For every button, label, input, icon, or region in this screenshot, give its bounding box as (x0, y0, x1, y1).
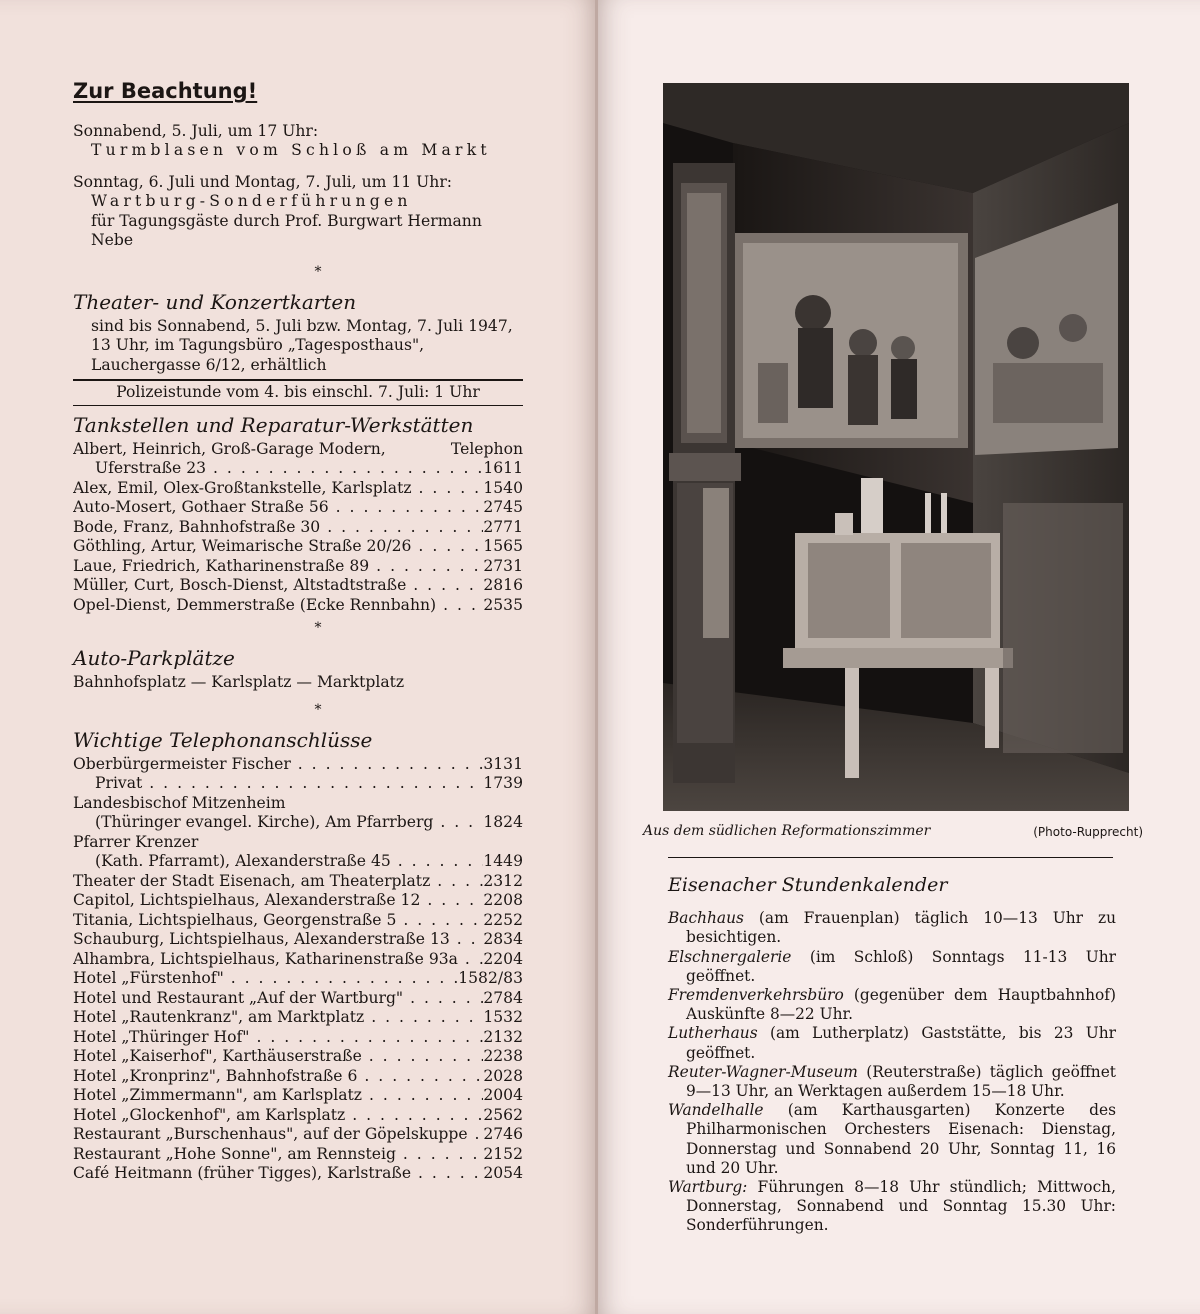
row-phone: 1739 (483, 774, 523, 792)
row-phone: 2745 (483, 498, 523, 516)
row-name: Bode, Franz, Bahnhofstraße 30 . . . (73, 518, 483, 538)
table-row (73, 1145, 523, 1165)
row-phone: 2562 (483, 1105, 523, 1124)
kalender-entry (668, 1178, 1116, 1236)
row-name: Schauburg, Lichtspielhaus, Alexanderstraße 13 . . . (73, 930, 483, 950)
stundenkalender-list (668, 909, 1116, 1235)
table-row (73, 1164, 523, 1184)
row-name: Opel-Dienst, Demmerstraße (Ecke Rennbahn) . . . (73, 596, 483, 616)
entry-text: (gegenüber dem Hauptbahnhof) Auskünfte 8—22 Uhr. (686, 986, 1116, 1024)
divider (73, 405, 523, 406)
row-phone: 2054 (483, 1164, 523, 1182)
table-row (73, 557, 523, 577)
entry-text: (am Karthausgarten) Konzerte des Philharmonischen Orchesters Eisenach: Dienstag, Donnerstag und Sonnabend 20 Uhr, Sonntag 11, 16 und 20 Uhr. (686, 1101, 1116, 1177)
column-header-telephon: Telephon (450, 439, 523, 458)
row-phone: 2004 (483, 1086, 523, 1104)
row-phone: 2312 (483, 871, 523, 890)
row-phone: 2132 (483, 1027, 523, 1046)
event-title: Turmblasen vom Schloß am Markt (91, 141, 491, 159)
theater-text: sind bis Sonnabend, 5. Juli bzw. Montag, 7. Juli 1947, 13 Uhr, im Tagungsbüro „Tagesposthaus", Lauchergasse 6/12, erhältlich (91, 316, 513, 374)
table-row (73, 498, 523, 518)
table-row (73, 755, 523, 775)
table-row (73, 440, 523, 460)
event-note: für Tagungsgäste durch Prof. Burgwart Hermann Nebe (91, 211, 482, 249)
polizeistunde: Polizeistunde vom 4. bis einschl. 7. Juli: 1 Uhr (116, 383, 480, 401)
table-row (73, 969, 523, 989)
entry-text: (im Schloß) Sonntags 11-13 Uhr geöffnet. (686, 947, 1116, 985)
entry-key: Reuter-Wagner-Museum (668, 1062, 858, 1081)
row-name: Restaurant „Burschenhaus", auf der Göpelskuppe . . . (73, 1125, 483, 1145)
row-name: Alhambra, Lichtspielhaus, Katharinenstraße 93a . . . (73, 950, 483, 970)
left-column (73, 79, 523, 1184)
photo-credit: (Photo-Rupprecht) (1033, 825, 1143, 839)
table-row (73, 1086, 523, 1106)
table-row (73, 930, 523, 950)
telephon-table (73, 755, 523, 1184)
row-phone: 1540 (483, 478, 523, 497)
separator-star: * (314, 620, 322, 636)
kalender-entry (668, 948, 1116, 986)
row-name: Café Heitmann (früher Tigges), Karlstraße . . . (73, 1164, 483, 1184)
row-phone: 2152 (483, 1144, 523, 1163)
entry-text: (Reuterstraße) täglich geöffnet 9—13 Uhr, an Werktagen außerdem 15—18 Uhr. (686, 1062, 1116, 1101)
event-wartburg (73, 173, 523, 251)
row-phone: 2746 (483, 1125, 523, 1143)
row-name: Hotel „Kronprinz", Bahnhofstraße 6 . . . (73, 1067, 483, 1087)
entry-key: Bachhaus (668, 909, 744, 928)
parkplaetze-text: Bahnhofsplatz — Karlsplatz — Marktplatz (73, 673, 405, 691)
caption-text: Aus dem südlichen Reformationszimmer (643, 823, 931, 839)
table-row (73, 1008, 523, 1028)
table-row (73, 596, 523, 616)
row-name: Albert, Heinrich, Groß-Garage Modern, (73, 439, 386, 458)
table-row (73, 518, 523, 538)
row-name: Hotel und Restaurant „Auf der Wartburg" . . . (73, 989, 483, 1009)
table-row (73, 1067, 523, 1087)
table-row (73, 479, 523, 499)
event-title: Wartburg-Sonderführungen (91, 192, 412, 210)
row-name: Müller, Curt, Bosch-Dienst, Altstadtstraße . . . (73, 576, 483, 596)
table-row (73, 950, 523, 970)
row-phone: 2204 (483, 949, 523, 968)
row-phone: 2731 (483, 556, 523, 575)
table-row (73, 794, 523, 814)
reformationszimmer-photo (663, 83, 1129, 811)
table-row (73, 989, 523, 1009)
row-name: Oberbürgermeister Fischer . . . (73, 755, 483, 775)
table-row (73, 833, 523, 853)
row-phone: 2771 (483, 517, 523, 536)
event-turmblasen (73, 122, 523, 161)
row-name: Restaurant „Hohe Sonne", am Rennsteig . . . (73, 1145, 483, 1165)
table-row (73, 852, 523, 872)
event-date: Sonnabend, 5. Juli, um 17 Uhr: (73, 121, 319, 140)
kalender-entry (668, 909, 1116, 947)
table-row (73, 1028, 523, 1048)
row-name: Privat . . . (95, 774, 483, 794)
row-phone: 1611 (483, 459, 523, 477)
separator-star: * (314, 263, 322, 280)
entry-text: (am Frauenplan) täglich 10—13 Uhr zu besichtigen. (686, 909, 1116, 947)
table-row (73, 813, 523, 833)
row-name: Uferstraße 23 . . . (95, 459, 483, 479)
table-row (73, 872, 523, 892)
table-row (73, 537, 523, 557)
entry-key: Wandelhalle (668, 1101, 764, 1120)
row-name: Alex, Emil, Olex-Großtankstelle, Karlsplatz . . . (73, 479, 483, 499)
row-phone: 2784 (483, 988, 523, 1007)
entry-key: Fremdenverkehrsbüro (668, 986, 844, 1005)
tankstellen-table (73, 440, 523, 616)
row-phone: 1824 (483, 813, 523, 831)
heading-zur-beachtung: Zur Beachtung! (73, 79, 258, 103)
row-phone: 1565 (483, 537, 523, 555)
section-title-telephon: Wichtige Telephonanschlüsse (73, 727, 373, 752)
row-phone: 2834 (483, 930, 523, 948)
entry-key: Elschnergalerie (668, 947, 792, 966)
kalender-entry (668, 1101, 1116, 1178)
table-row (73, 891, 523, 911)
event-date: Sonntag, 6. Juli und Montag, 7. Juli, um 11 Uhr: (73, 172, 453, 191)
row-name: Auto-Mosert, Gothaer Straße 56 . . . (73, 498, 483, 518)
row-name: (Thüringer evangel. Kirche), Am Pfarrberg . . . (95, 813, 483, 833)
row-name: Göthling, Artur, Weimarische Straße 20/26 . . . (73, 537, 483, 557)
table-row (73, 1047, 523, 1067)
row-phone: 1582/83 (458, 969, 523, 987)
row-name: Hotel „Thüringer Hof" . . . (73, 1028, 483, 1048)
table-row (73, 576, 523, 596)
row-name: Capitol, Lichtspielhaus, Alexanderstraße 12 . . . (73, 891, 483, 911)
kalender-entry (668, 1024, 1116, 1062)
photo-caption (643, 823, 1143, 839)
row-name: Pfarrer Krenzer (73, 832, 199, 851)
entry-text: Führungen 8—18 Uhr stündlich; Mittwoch, Donnerstag, Sonnabend und Sonntag 15.30 Uhr: Sonderführungen. (686, 1178, 1116, 1235)
row-phone: 2252 (483, 910, 523, 929)
entry-text: (am Lutherplatz) Gaststätte, bis 23 Uhr geöffnet. (686, 1024, 1116, 1062)
row-name: Hotel „Kaiserhof", Karthäuserstraße . . . (73, 1047, 483, 1067)
row-phone: 2535 (483, 595, 523, 614)
section-title-parkplaetze: Auto-Parkplätze (73, 646, 235, 670)
divider (668, 857, 1113, 858)
row-phone: 3131 (483, 754, 523, 773)
table-row (73, 911, 523, 931)
row-name: Hotel „Zimmermann", am Karlsplatz . . . (73, 1086, 483, 1106)
row-name: Hotel „Glockenhof", am Karlsplatz . . . (73, 1106, 483, 1126)
stundenkalender-title: Eisenacher Stundenkalender (668, 874, 948, 896)
section-title-tankstellen: Tankstellen und Reparatur-Werkstätten (73, 412, 474, 437)
table-row (73, 1106, 523, 1126)
row-name: Landesbischof Mitzenheim (73, 793, 286, 812)
row-phone: 1449 (483, 852, 523, 870)
row-phone: 1532 (483, 1008, 523, 1026)
section-title-theater: Theater- und Konzertkarten (73, 289, 357, 314)
row-phone: 2816 (483, 576, 523, 594)
entry-key: Wartburg: (668, 1178, 748, 1197)
kalender-entry (668, 1063, 1116, 1101)
entry-key: Lutherhaus (668, 1024, 758, 1043)
row-name: Hotel „Rautenkranz", am Marktplatz . . . (73, 1008, 483, 1028)
row-name: Titania, Lichtspielhaus, Georgenstraße 5 . . . (73, 911, 483, 931)
kalender-entry (668, 986, 1116, 1024)
left-page (0, 0, 596, 1314)
right-column (668, 876, 1116, 1236)
row-name: Laue, Friedrich, Katharinenstraße 89 . . . (73, 557, 483, 577)
table-row (73, 774, 523, 794)
row-phone: 2028 (483, 1066, 523, 1085)
table-row (73, 1125, 523, 1145)
row-name: Theater der Stadt Eisenach, am Theaterplatz . . . (73, 872, 483, 892)
row-name: (Kath. Pfarramt), Alexanderstraße 45 . . . (95, 852, 483, 872)
row-name: Hotel „Fürstenhof" . . . (73, 969, 458, 989)
row-phone: 2238 (483, 1047, 523, 1065)
table-row (73, 459, 523, 479)
row-phone: 2208 (483, 891, 523, 909)
separator-star: * (314, 701, 322, 718)
